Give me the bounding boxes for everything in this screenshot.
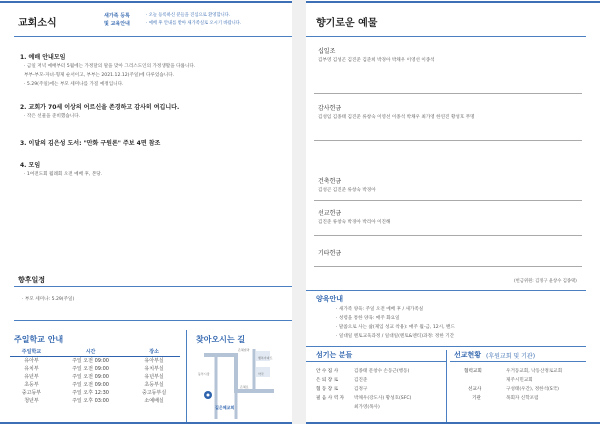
table-row: [10, 373, 180, 381]
divider: [306, 361, 446, 362]
church-news-title: 교회소식: [18, 18, 57, 29]
welcome-label-1: 새가족 등록: [104, 13, 130, 19]
divider: [306, 346, 586, 347]
offering-thanks-title: 감사헌금: [318, 105, 342, 112]
news-2-title: 2. 교회가 70세 이상의 어르신을 존경하고 감사히 여깁니다.: [20, 104, 180, 111]
table-row: [10, 357, 180, 365]
welcome-line-1: · 오늘 등록하신 분들을 진심으로 환영합니다.: [146, 13, 231, 18]
left-page: [0, 0, 292, 424]
divider: [314, 266, 582, 267]
offering-tithe-names: 김부영 김성곤 김진준 김준희 박경아 박채우 이영선 이종석: [318, 58, 435, 63]
cell: 소예배실: [144, 398, 164, 404]
divider: [314, 93, 582, 94]
news-1-line-1: · 금일 저녁 예배부터 5월에는 가정달의 말을 맞아 그리스도인의 가정생활을 다룹니다.: [24, 64, 196, 69]
welcome-label-2: 및 교육안내: [104, 21, 130, 27]
school-title: 주일학교 안내: [14, 335, 64, 344]
offering-mission-names: 김진준 류창숙 박경아 박리아 이진해: [318, 220, 391, 225]
cell: 주일 오전 09:00: [72, 366, 109, 372]
news-3-title: 3. 이달의 김은성 도서: "만화 구원론" 주보 4면 참조: [20, 140, 161, 147]
mission-role: 협력교회: [464, 369, 482, 374]
servants-title: 섬기는 분들: [316, 351, 353, 359]
servant-names: 최가영(목사): [354, 405, 380, 410]
cell: 중고등부: [21, 390, 42, 396]
map-label-b: 행복아파트: [258, 356, 273, 360]
cell: 유아부실: [144, 358, 164, 365]
table-row: [10, 365, 180, 373]
mission-names: 우거동교회, 낙동산정로교회: [506, 369, 563, 374]
table-row: [10, 381, 180, 389]
col-header-place: 장소: [128, 347, 180, 357]
cell: 주일 오후 12:30: [72, 390, 109, 396]
offering-thanks-names: 김성임 김종태 김진준 류창숙 이영선 이종석 박채우 최가영 한연진 황성호 무명: [318, 115, 475, 120]
map-label-a: 은혜빌라: [238, 348, 250, 352]
cell: 주일 오후 03:00: [72, 398, 109, 404]
divider: [306, 36, 586, 37]
cell: 주일 오전 09:00: [72, 358, 109, 365]
servant-role: 은 퇴 장 로: [316, 378, 339, 383]
upcoming-title: 향후일정: [18, 276, 46, 284]
servant-role: 협 동 장 로: [316, 387, 339, 392]
mission-role: 선교사: [468, 387, 482, 392]
cell: 유년부실: [144, 374, 164, 380]
location-map: [196, 345, 282, 424]
offerings-title: 향기로운 예물: [316, 18, 378, 29]
cell: 초등부실: [144, 382, 164, 388]
servant-names: 김진준: [354, 378, 368, 383]
map-label-d: 은혜로: [240, 385, 249, 389]
cell: 유치부실: [144, 366, 164, 372]
servant-names: 김종태 문창수 손동근(행동): [354, 369, 410, 374]
right-page: [306, 0, 600, 424]
school-table: [10, 347, 180, 405]
divider-vertical: [446, 350, 447, 424]
map-label-church: 길은혜교회: [215, 405, 235, 410]
mission-names: 목회자 신학포럼: [506, 396, 539, 401]
news-1-line-2: 부부-부모-자녀-형제 순서이고, 부부는 2021.12.12(주일)에 다루었습니다.: [24, 73, 175, 78]
divider: [450, 361, 586, 362]
missions-title: 선교현황: [454, 351, 482, 359]
cell: 유치부: [24, 366, 39, 372]
divider: [14, 286, 292, 287]
nurture-line-3: · 말씀으로 사는 삶(제입 성교 착용): 매주 월-금, 12시, 밴드: [336, 325, 455, 330]
welcome-line-2: · 예배 후 안내를 받아 새가족실로 오시기 바랍니다.: [146, 21, 242, 26]
offering-other-title: 기타헌금: [318, 250, 342, 257]
divider: [14, 320, 292, 321]
map-title: 찾아오시는 길: [196, 335, 246, 344]
news-2-line-1: · 작은 선물을 준비했습니다.: [24, 114, 81, 119]
upcoming-line: · 부모 세미나: 5.29(주일): [22, 297, 75, 302]
top-rule: [306, 1, 600, 3]
offering-tithe-title: 십일조: [318, 48, 336, 55]
mission-names: 구성태(우간), 정한석(S국): [506, 387, 559, 392]
cell: 유아부: [24, 358, 39, 365]
cell: 초등부: [24, 382, 39, 388]
servant-role: 안 수 집 사: [316, 369, 339, 374]
servant-role: 필 음 사 역 자: [316, 396, 345, 401]
mission-names: 제주시민교회: [506, 378, 533, 383]
col-header-time: 시간: [53, 347, 128, 357]
nurture-title: 양육안내: [316, 295, 344, 303]
news-1-line-3: · 5.29(주일)에는 부모 세미나를 가질 예정입니다.: [24, 82, 124, 87]
offering-mission-title: 선교헌금: [318, 210, 342, 217]
servant-names: 김정구: [354, 387, 368, 392]
cell: 주일 오전 09:00: [72, 374, 109, 380]
page-gutter: [292, 0, 306, 424]
divider: [314, 200, 582, 201]
top-rule: [0, 1, 292, 3]
cell: 중고등부실: [142, 390, 167, 396]
offering-note: (헌금위원: 김정구 윤창수 김종택): [514, 279, 577, 284]
cell: 유년부: [24, 374, 39, 380]
news-4-line-1: · 1여전도회 월례회 오전 예배 후, 본당.: [24, 172, 103, 177]
cell: 주일 오전 09:00: [72, 382, 109, 388]
divider: [14, 36, 292, 37]
mission-role: 기관: [472, 396, 481, 401]
divider: [314, 235, 582, 236]
table-row: [10, 389, 180, 397]
nurture-line-4: · 일대일 멘토교육과정 / 일대일(멘토&멘티)과정: 정한 기간: [336, 334, 455, 339]
missions-subtitle: (후원교회 및 기관): [486, 353, 536, 360]
divider-vertical: [186, 330, 187, 424]
offering-building-names: 김성곤 김진준 류창숙 박경아: [318, 188, 376, 193]
nurture-line-2: · 성령을 통한 양육: 매주 화요일: [336, 316, 400, 321]
news-4-title: 4. 모임: [20, 162, 41, 169]
nurture-line-1: · 새가족 양육: 주일 오전 예배 후 / 새가족실: [336, 307, 424, 312]
news-1-title: 1. 예배 안내모임: [20, 54, 66, 61]
divider: [314, 140, 582, 141]
servant-names: 박채우(강도사) 황성호(SFC): [354, 396, 412, 401]
divider: [306, 290, 586, 291]
map-label-e: 동부시장: [198, 372, 210, 376]
cell: 청년부: [24, 398, 39, 404]
col-header-school: 주일학교: [10, 347, 53, 357]
offering-building-title: 건축헌금: [318, 178, 342, 185]
table-row: [10, 397, 180, 405]
map-label-c: 약국: [258, 372, 264, 376]
